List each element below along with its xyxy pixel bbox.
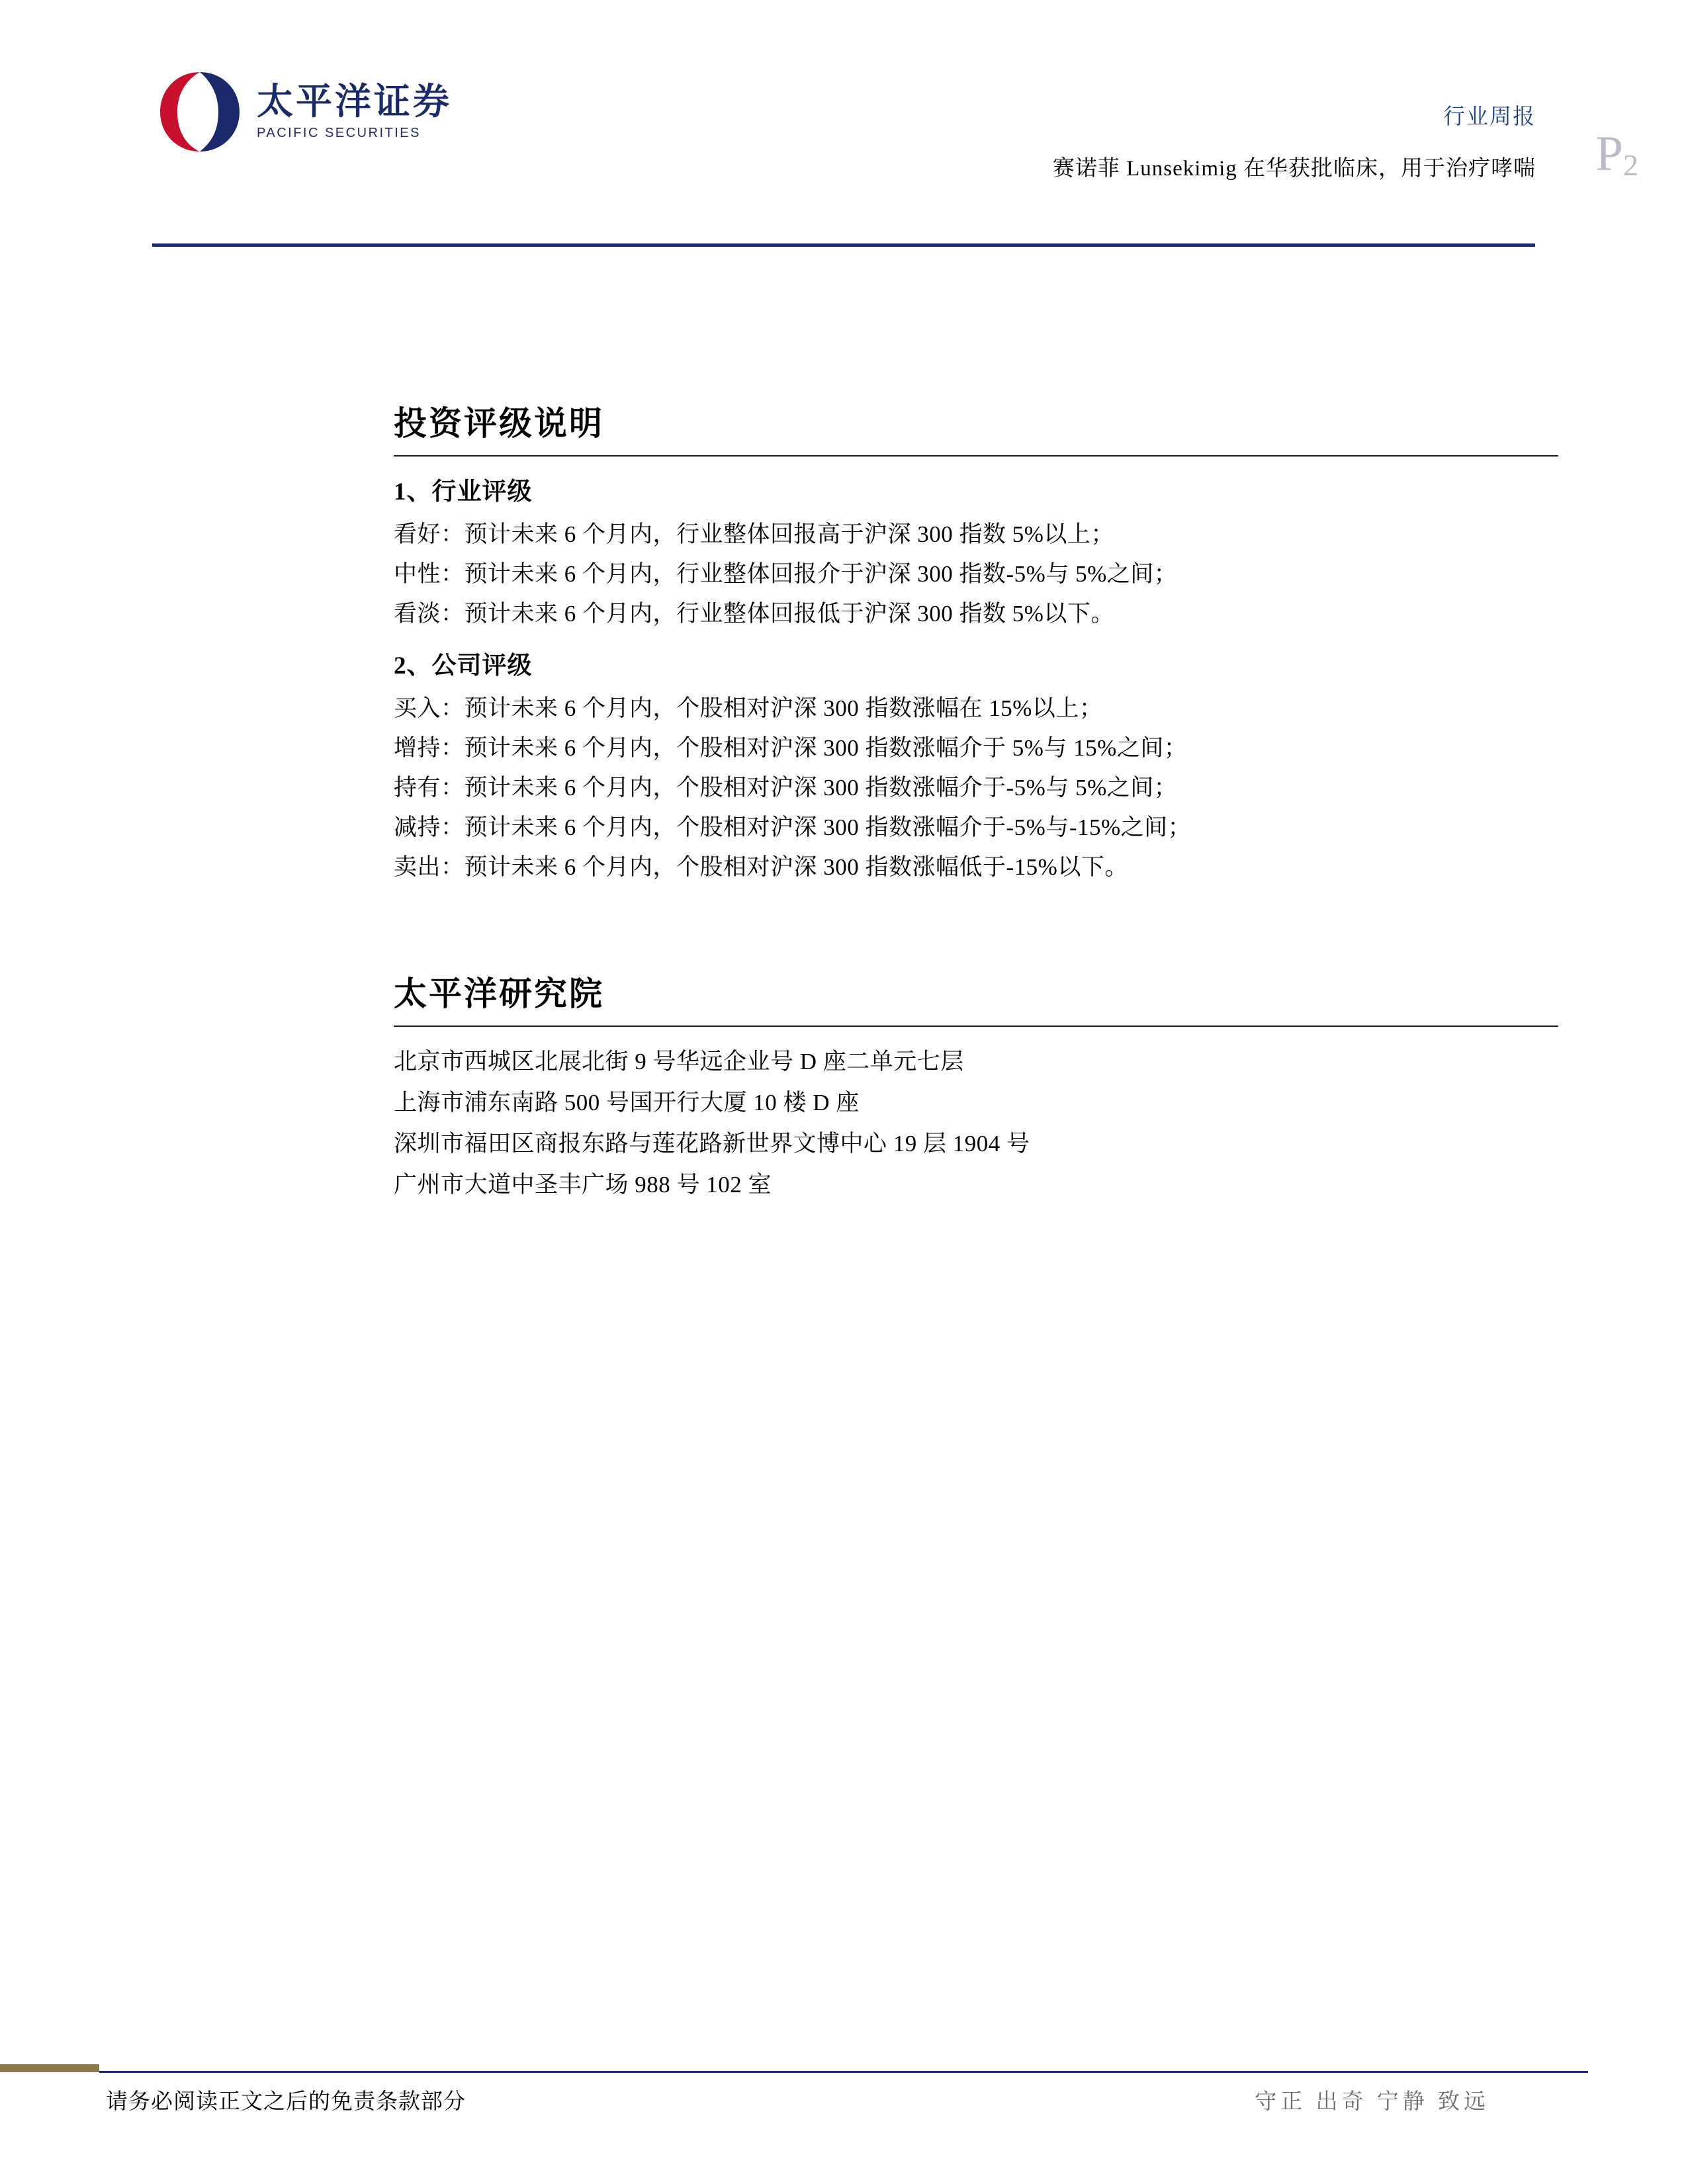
page-number-value: 2 xyxy=(1623,148,1638,182)
page-number xyxy=(1595,126,1638,183)
office-address: 北京市西城区北展北街 9 号华远企业号 D 座二单元七层 xyxy=(394,1048,964,1074)
company-rating-item: 减持：预计未来 6 个月内，个股相对沪深 300 指数涨幅介于-5%与-15%之间； xyxy=(394,814,1192,841)
pacific-securities-logo-icon xyxy=(157,69,242,154)
rating-section-title: 投资评级说明 xyxy=(394,405,604,442)
logo-english-name: PACIFIC SECURITIES xyxy=(257,126,421,141)
company-rating-item: 买入：预计未来 6 个月内，个股相对沪深 300 指数涨幅在 15%以上； xyxy=(394,695,1103,721)
company-rating-item: 增持：预计未来 6 个月内，个股相对沪深 300 指数涨幅介于 5%与 15%之间； xyxy=(394,734,1188,761)
report-title: 赛诺菲 Lunsekimig 在华获批临床，用于治疗哮喘 xyxy=(1052,157,1536,181)
industry-rating-item: 看淡：预计未来 6 个月内，行业整体回报低于沪深 300 指数 5%以下。 xyxy=(394,601,1114,627)
research-institute-title: 太平洋研究院 xyxy=(394,975,604,1012)
industry-rating-item: 看好：预计未来 6 个月内，行业整体回报高于沪深 300 指数 5%以上； xyxy=(394,521,1114,547)
industry-rating-item: 中性：预计未来 6 个月内，行业整体回报介于沪深 300 指数-5%与 5%之间； xyxy=(394,561,1178,588)
footer-disclaimer: 请务必阅读正文之后的免责条款部分 xyxy=(106,2090,466,2114)
company-logo xyxy=(157,69,452,154)
footer-divider xyxy=(99,2071,1588,2073)
research-institute-section xyxy=(394,967,1558,1206)
header-divider xyxy=(152,243,1535,247)
footer-slogan: 守正 出奇 宁静 致远 xyxy=(1255,2090,1489,2114)
page-content xyxy=(394,397,1558,1206)
company-rating-item: 卖出：预计未来 6 个月内，个股相对沪深 300 指数涨幅低于-15%以下。 xyxy=(394,854,1128,881)
logo-wordmark xyxy=(257,83,452,142)
industry-rating-heading: 1、行业评级 xyxy=(394,478,533,505)
office-address: 深圳市福田区商报东路与莲花路新世界文博中心 19 层 1904 号 xyxy=(394,1131,1030,1157)
footer-edge-mask xyxy=(0,2072,63,2184)
page-number-prefix: P xyxy=(1595,126,1623,181)
company-rating-heading: 2、公司评级 xyxy=(394,652,533,679)
report-kind-text: 行业周报 xyxy=(1443,105,1536,129)
office-address: 上海市浦东南路 500 号国开行大厦 10 楼 D 座 xyxy=(394,1089,860,1115)
rating-section-divider xyxy=(394,455,1558,457)
page-header xyxy=(0,0,1688,251)
logo-chinese-name: 太平洋证券 xyxy=(257,81,453,122)
report-kind-label xyxy=(1443,99,1536,130)
office-address: 广州市大道中圣丰广场 988 号 102 室 xyxy=(394,1172,772,1198)
footer-edge-accent xyxy=(0,2064,99,2072)
company-rating-item: 持有：预计未来 6 个月内，个股相对沪深 300 指数涨幅介于-5%与 5%之间； xyxy=(394,774,1178,801)
research-section-divider xyxy=(394,1026,1558,1027)
